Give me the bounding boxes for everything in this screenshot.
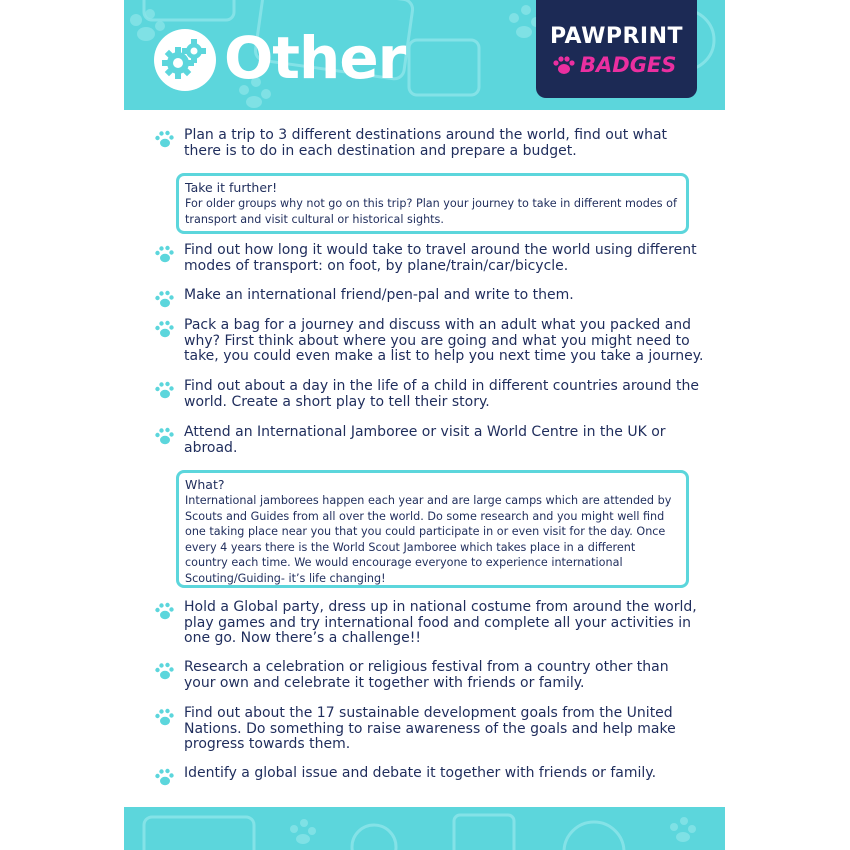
page-title: Other [224,24,406,92]
box-title: Take it further! [185,180,278,195]
paw-print-icon [154,319,174,339]
item-text: Hold a Global party, dress up in national costume from around the world, play games and try international food and complete all your activities in one go. Now there’s a challenge!! [184,599,697,646]
paw-print-icon [154,129,174,149]
item-text: Research a celebration or religious festival from a country other than your own and celebrate it together with friends or family. [184,659,669,691]
item-text: Pack a bag for a journey and discuss with an adult what you packed and why? First think about where you are going and what you might need to take, you could even make a list to help you next time you take a journey. [184,317,704,364]
paw-print-icon [154,707,174,727]
item-text: Plan a trip to 3 different destinations around the world, find out what there is to do in each destination and prepare a budget. [184,127,668,159]
paw-print-icon [154,661,174,681]
footer-background-pattern [124,807,725,850]
box-title: What? [185,477,225,492]
box-body: International jamborees happen each year and are large camps which are attended by Scouts and Guides from all over the world. Do some research and you might well find one taking place near you that you could participate in or even visit for the day. Once every 4 years there is the World Scout Jamboree which takes place in a different country each time. We would encourage everyone to experience international Scouting/Guiding- it’s life changing! [185,494,672,585]
item-text: Find out about a day in the life of a child in different countries around the world. Create a short play to tell their story. [184,378,699,410]
activity-list [124,0,725,850]
paw-print-icon [154,289,174,309]
item-text: Find out about the 17 sustainable development goals from the United Nations. Do something to raise awareness of the goals and help make progress towards them. [184,705,676,752]
badge-page [124,0,725,850]
paw-print-icon [154,380,174,400]
logo-badges-word: BADGES [580,53,677,77]
page-footer [124,807,725,850]
take-it-further-box [176,173,689,234]
item-text: Attend an International Jamboree or visit a World Centre in the UK or abroad. [184,424,666,456]
what-box [176,470,689,588]
item-text: Make an international friend/pen-pal and write to them. [184,287,574,303]
box-body: For older groups why not go on this trip? Plan your journey to take in different modes of transport and visit cultural or historical sights. [185,197,677,226]
paw-print-icon [154,426,174,446]
paw-print-icon [154,601,174,621]
item-text: Find out how long it would take to travel around the world using different modes of transport: on foot, by plane/train/car/bicycle. [184,242,697,274]
item-text: Identify a global issue and debate it together with friends or family. [184,765,657,781]
paw-print-icon [154,767,174,787]
logo-text-top: PAWPRINT [549,24,684,49]
paw-print-icon [154,244,174,264]
